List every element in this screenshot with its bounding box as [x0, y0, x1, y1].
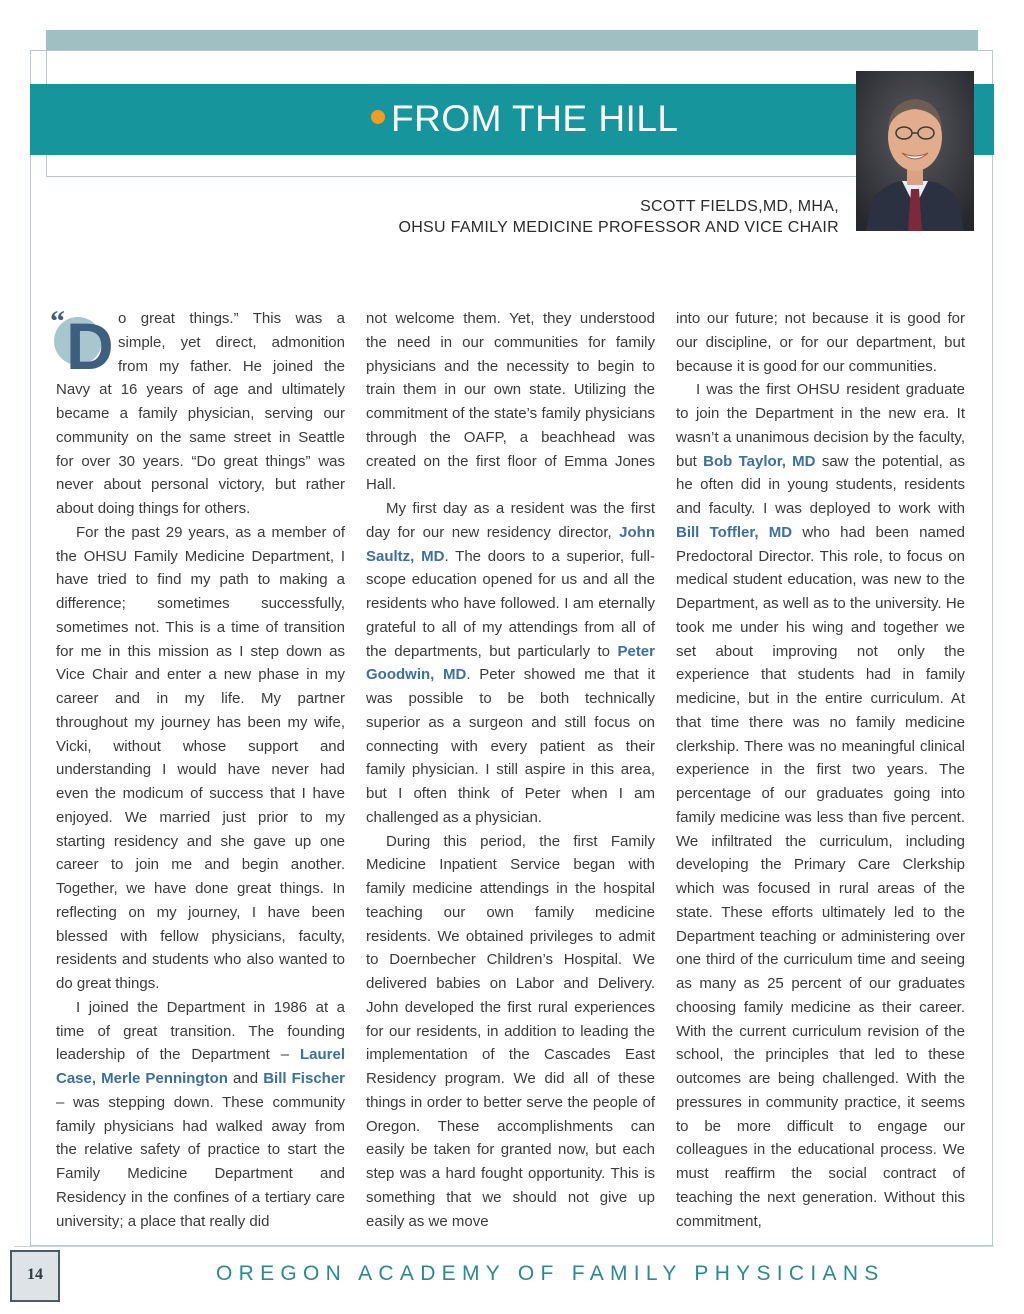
- person-name: Bob Taylor, MD: [703, 452, 816, 470]
- page-number: 14: [27, 1266, 43, 1283]
- author-title: OHSU FAMILY MEDICINE PROFESSOR AND VICE CHAIR: [398, 219, 839, 236]
- dropcap-letter: D: [66, 309, 114, 383]
- orange-bullet-icon: [371, 110, 385, 124]
- paragraph: For the past 29 years, as a member of the OHSU Family Medicine Department, I have tried to find my path to making a difference; sometimes successfully, sometimes not. This is a time of transition for me in this mission as I step down as Vice Chair and enter a new phase in my career and in my life. My partner throughout my journey has been my wife, Vicki, without whose support and understanding I would have never had even the modicum of success that I have enjoyed. We married just prior to my starting residency and she gave up one career to join me and begin another. Together, we have done great things. In reflecting on my journey, I have been blessed with fellow physicians, faculty, residents and students who also wanted to do great things.: [56, 523, 345, 992]
- top-accent-bar: [46, 30, 978, 50]
- person-name: John Saultz, MD: [366, 523, 655, 565]
- person-name: Laurel Case, Merle Pennington: [56, 1046, 345, 1087]
- author-portrait-icon: [856, 71, 974, 231]
- person-name: Bill Fischer: [263, 1070, 346, 1087]
- dropcap-graphic: [50, 305, 114, 383]
- paragraph: During this period, the first Family Medicine Inpatient Service began with family medicine attendings in the hospital teaching our own family medicine residents. We obtained privileges to admit to Doernbecher Children’s Hospital. We delivered babies on Labor and Delivery. John developed the first rural experiences for our residents, in addition to leading the implementation of the Cascades East Residency program. We did all of these things in order to better serve the people of Oregon. These accomplishments can easily be taken for granted now, but each step was a hard fought opportunity. This is something that we should not give up easily as we move: [366, 832, 655, 1230]
- page-number-box: [10, 1250, 60, 1302]
- paragraph: I was the first OHSU resident graduate to join the Department in the new era. It wasn’t a unanimous decision by the faculty, but Bob Taylor, MD saw the potential, as he often did in young students, residents and faculty. I was deployed to work with Bill Toffler, MD who had been named Predoctoral Director. This role, to focus on medical student education, was new to the Department, as well as to the university. He took me under his wing and together we set about improving not only the experience that students had in family medicine, but in the entire curriculum. At that time there was no family medicine clerkship. There was no meaningful clinical experience in the first two years. The percentage of our graduates going into family medicine was less than five percent. We infiltrated the curriculum, including developing the Primary Care Clerkship which was focused in rural areas of the state. These efforts ultimately led to the Department teaching or administering over one third of the curriculum time and seeing as many as 25 percent of our graduates choosing family medicine as their career. With the current curriculum revision of the school, the principles that led to these outcomes are being challenged. With the pressures in community practice, it seems to be more difficult to engage our colleagues in the educational process. We must reaffirm the social contract of teaching the next generation. Without this commitment,: [676, 381, 965, 1230]
- paragraph: “ D o great things.” This was a simple, yet direct, admonition from my father. He joined the Navy at 16 years of age and ultimately became a family physician, serving our community on the same street in Seattle for over 30 years. “Do great things” was never about personal victory, but rather about doing things for others.: [50, 305, 345, 517]
- author-name: SCOTT FIELDS,MD, MHA,: [640, 198, 839, 215]
- author-byline: [398, 196, 839, 238]
- person-name: Peter Goodwin, MD: [366, 642, 655, 684]
- paragraph: My first day as a resident was the first day for our new residency director, John Saultz, MD. The doors to a superior, full-scope education opened for us and all the residents who have followed. I am eternally grateful to all of my attendings from all of the departments, but particularly to Peter Goodwin, MD. Peter showed me that it was possible to be both technically superior as a surgeon and still focus on connecting with every patient as their family physician. I still aspire in this area, but I often think of Peter when I am challenged as a physician.: [366, 500, 656, 826]
- banner-underline: [46, 176, 856, 177]
- article-column-2: [366, 307, 655, 1233]
- dropcap: [50, 305, 114, 383]
- svg-text:“: “: [50, 305, 65, 338]
- person-name: Bill Toffler, MD: [676, 523, 793, 541]
- paragraph: not welcome them. Yet, they understood the need in our communities for family physicians and the necessity to begin to train them in our own state. Utilizing the commitment of the state’s family physicians through the OAFP, a beachhead was created on the first floor of Emma Jones Hall.: [366, 310, 655, 494]
- author-photo: [856, 71, 974, 231]
- article-column-3: [676, 307, 965, 1233]
- publication-name: OREGON ACADEMY OF FAMILY PHYSICIANS: [216, 1262, 885, 1285]
- footer-divider: [14, 1246, 994, 1247]
- section-title: FROM THE HILL: [371, 96, 678, 142]
- article-column-1: [50, 305, 346, 1233]
- paragraph: into our future; not because it is good for our discipline, or for our department, but because it is good for our communities.: [676, 310, 965, 375]
- paragraph: I joined the Department in 1986 at a time of great transition. The founding leadership of the Department – Laurel Case, Merle Pennington and Bill Fischer – was stepping down. These community family physicians had walked away from the relative safety of practice to start the Family Medicine Department and Residency in the confines of a tertiary care university; a place that really did: [56, 998, 346, 1230]
